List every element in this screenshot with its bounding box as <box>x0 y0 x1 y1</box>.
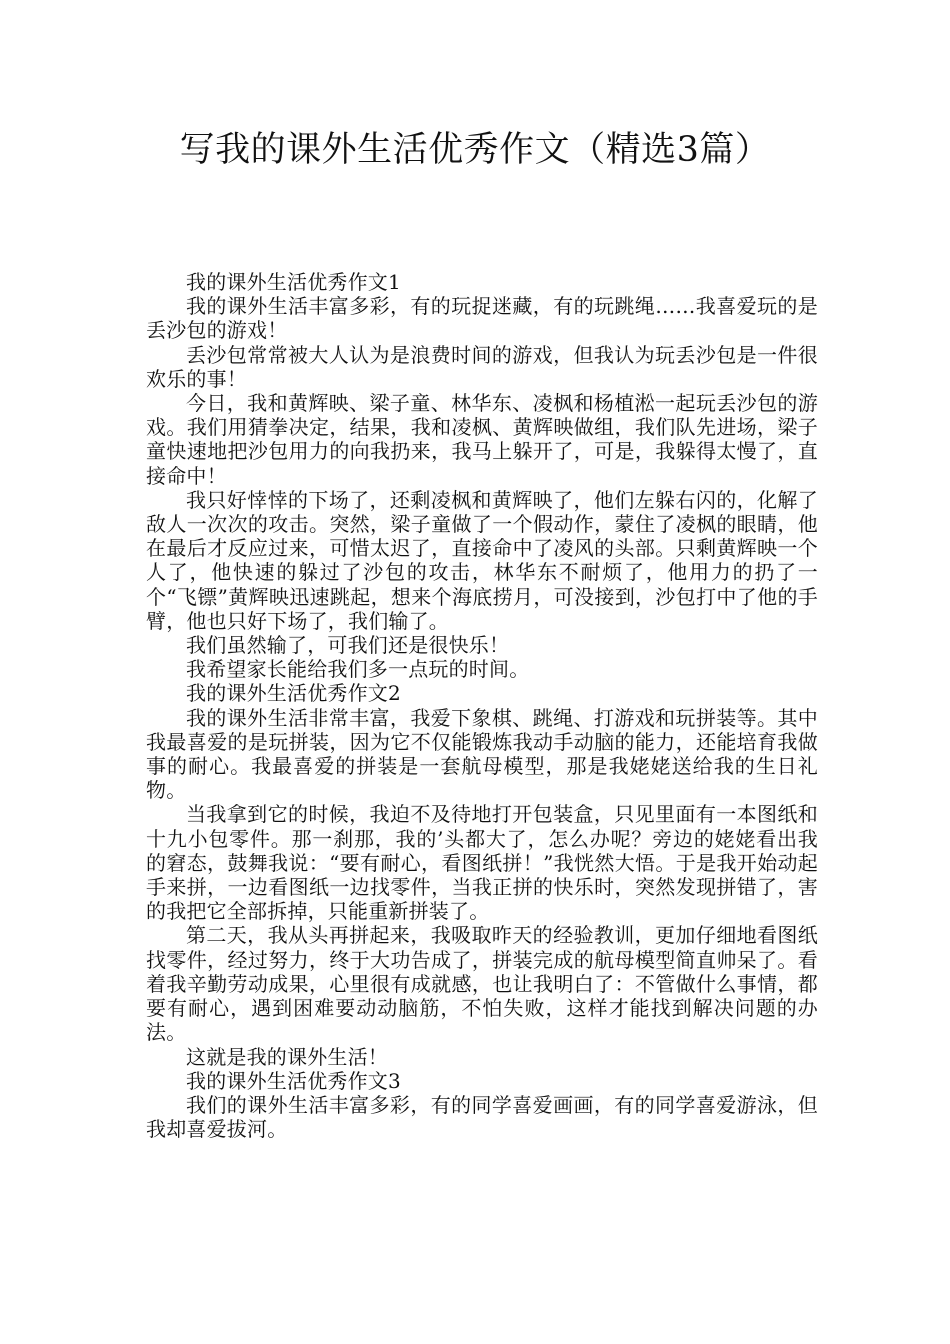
paragraph: 我只好悻悻的下场了，还剩凌枫和黄辉映了，他们左躲右闪的，化解了敌人一次次的攻击。突然，梁子童做了一个假动作，蒙住了凌枫的眼睛，他在最后才反应过来，可惜太迟了，直接命中了凌风的头部。只剩黄辉映一个人了，他快速的躲过了沙包的攻击，林华东不耐烦了，他用力的扔了一个“飞镖”黄辉映迅速跳起，想来个海底捞月，可没接到，沙包打中了他的手臂，他也只好下场了，我们输了。 <box>146 487 818 633</box>
paragraph: 今日，我和黄辉映、梁子童、林华东、凌枫和杨植淞一起玩丢沙包的游戏。我们用猜拳决定，结果，我和凌枫、黄辉映做组，我们队先进场，梁子童快速地把沙包用力的向我扔来，我马上躲开了，可是，我躲得太慢了，直接命中！ <box>146 391 818 488</box>
essay-3-heading: 我的课外生活优秀作文3 <box>186 1068 401 1093</box>
paragraph: 我们虽然输了，可我们还是很快乐！ <box>186 633 510 658</box>
document-title: 写我的课外生活优秀作文（精选3篇） <box>179 130 771 170</box>
essay-1-heading: 我的课外生活优秀作文1 <box>186 270 401 294</box>
paragraph: 当我拿到它的时候，我迫不及待地打开包装盒，只见里面有一本图纸和十九小包零件。那一刹那，我的’头都大了，怎么办呢？旁边的姥姥看出我的窘态，鼓舞我说：“要有耐心，看图纸拼！”我恍然大悟。于是我开始动起手来拼，一边看图纸一边找零件，当我正拼的快乐时，突然发现拼错了，害的我把它全部拆掉，只能重新拼装了。 <box>146 802 818 924</box>
paragraph: 我们的课外生活丰富多彩，有的同学喜爱画画，有的同学喜爱游泳，但我却喜爱拔河。 <box>146 1092 818 1142</box>
paragraph: 我的课外生活非常丰富，我爱下象棋、跳绳、打游戏和玩拼装等。其中我最喜爱的是玩拼装，因为它不仅能锻炼我动手动脑的能力，还能培育我做事的耐心。我最喜爱的拼装是一套航母模型，那是我姥姥送给我的生日礼物。 <box>146 705 818 803</box>
paragraph: 我的课外生活丰富多彩，有的玩捉迷藏，有的玩跳绳……我喜爱玩的是丢沙包的游戏！ <box>146 294 818 343</box>
essay-2-heading: 我的课外生活优秀作文2 <box>186 681 401 706</box>
paragraph: 我希望家长能给我们多一点玩的时间。 <box>186 657 530 682</box>
paragraph: 丢沙包常常被大人认为是浪费时间的游戏，但我认为玩丢沙包是一件很欢乐的事！ <box>146 342 818 391</box>
paragraph: 这就是我的课外生活！ <box>186 1044 388 1069</box>
paragraph: 第二天，我从头再拼起来，我吸取昨天的经验教训，更加仔细地看图纸找零件，经过努力，终于大功告成了，拼装完成的航母模型简直帅呆了。看着我辛勤劳动成果，心里很有成就感，也让我明白了：不管做什么事情，都要有耐心，遇到困难要动动脑筋，不怕失败，这样才能找到解决问题的办法。 <box>146 923 818 1045</box>
document-body <box>146 270 818 1141</box>
